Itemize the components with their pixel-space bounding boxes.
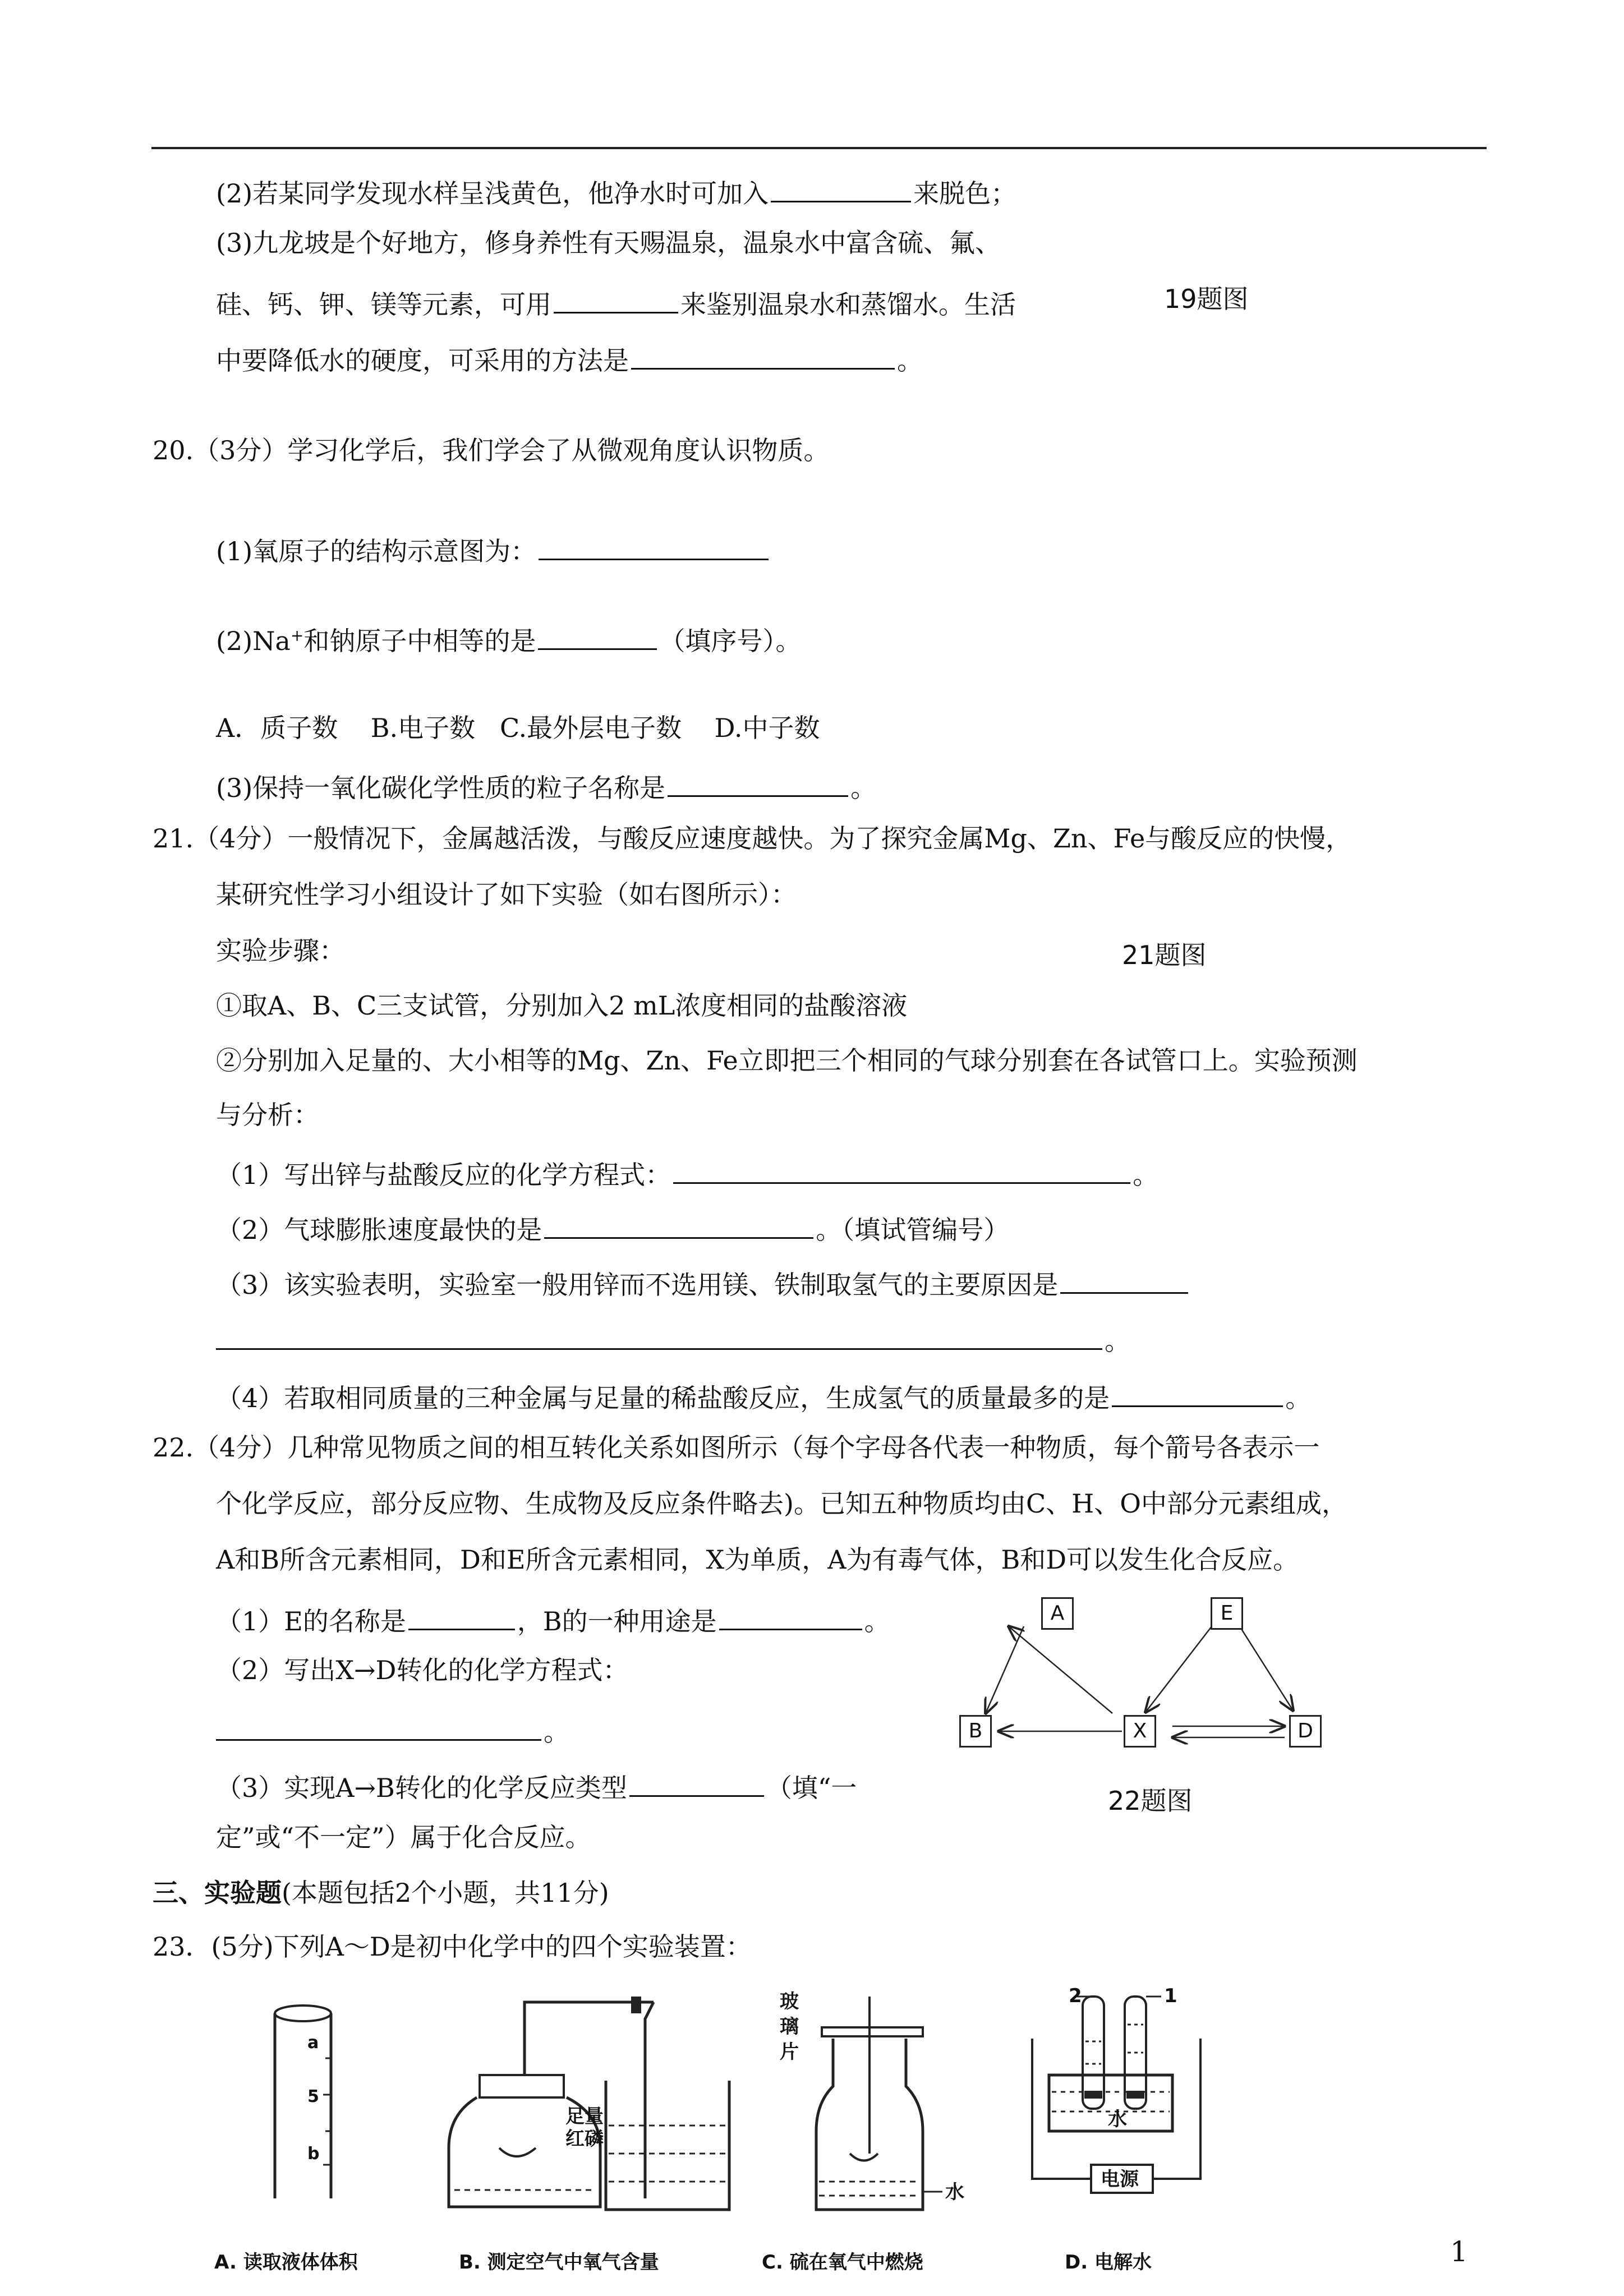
section3-heading (153, 1880, 609, 1906)
answer-blank[interactable] (539, 533, 769, 560)
c-text-3: 片 (780, 2041, 799, 2063)
q21-s2: ②分别加入足量的、大小相等的Mg、Zn、Fe立即把三个相同的气球分别套在各试管口上。实验预测 (216, 1045, 1358, 1076)
q21-1-text: （1）写出锌与盐酸反应的化学方程式： (216, 1160, 671, 1190)
q22-stem-c: A和B所含元素相同，D和E所含元素相同，X为单质，A为有毒气体，B和D可以发生化合反应。 (216, 1545, 1299, 1575)
q21-stem-b: 某研究性学习小组设计了如下实验（如右图所示）： (216, 879, 797, 910)
fig21-caption: 21题图 (1122, 940, 1207, 970)
q22-1-text-b: ，B的一种用途是 (517, 1606, 717, 1636)
q21-2-text: （2）气球膨胀速度最快的是 (216, 1215, 542, 1245)
fig22-caption: 22题图 (1108, 1786, 1193, 1816)
q19-line3d (216, 342, 923, 374)
q22-2-end: 。 (544, 1717, 569, 1747)
c-water: 水 (945, 2181, 964, 2203)
c-text-1: 玻 (780, 1990, 799, 2013)
q20-3-text: (3)保持一氧化碳化学性质的粒子名称是 (216, 773, 666, 803)
q20-2 (216, 623, 801, 654)
q22-stem: 22.（4分）几种常见物质之间的相互转化关系如图所示（每个字母各代表一种物质，每个箭号各表示一 (153, 1432, 1320, 1463)
reaction-diagram (954, 1593, 1335, 1761)
apparatus-figure (213, 1985, 1313, 2288)
q21-2-end: 。（填试管编号） (816, 1215, 1010, 1245)
answer-blank[interactable] (629, 1769, 764, 1797)
q22-1-end: 。 (864, 1606, 890, 1636)
q22-stem-b: 个化学反应，部分反应物、生成物及反应条件略去)。已知五种物质均由C、H、O中部分元素组成， (216, 1488, 1347, 1519)
q20-2-text: 和钠原子中相等的是 (303, 626, 536, 656)
node-e: E (1211, 1597, 1243, 1630)
tick-5: 5 (307, 2087, 319, 2106)
fig19-caption: 19题图 (1164, 284, 1249, 314)
q22-3-text: （3）实现A→B转化的化学反应类型 (216, 1773, 627, 1803)
q21-1-end: 。 (1133, 1160, 1159, 1190)
q20-2-sup: + (290, 626, 304, 645)
q22-2: （2）写出X→D转化的化学方程式： (216, 1655, 629, 1685)
q21-3 (216, 1266, 1190, 1298)
section3-note: (本题包括2个小题，共11分) (282, 1878, 609, 1908)
c-text-2: 璃 (780, 2016, 799, 2038)
node-x: X (1124, 1715, 1156, 1748)
answer-blank[interactable] (668, 769, 848, 797)
answer-blank[interactable] (544, 1211, 813, 1239)
d-n1: 1 (1164, 1985, 1177, 2007)
apparatus-b (449, 1997, 729, 2274)
q22-1 (216, 1603, 890, 1634)
caption-c: C. 硫在氧气中燃烧 (762, 2251, 923, 2274)
b-text-2: 红磷 (565, 2128, 604, 2150)
answer-blank[interactable] (538, 623, 657, 650)
q20-1-text: (1)氧原子的结构示意图为： (216, 536, 537, 566)
caption-a: A. 读取液体体积 (214, 2251, 358, 2274)
caption-b: B. 测定空气中氧气含量 (459, 2251, 659, 2274)
d-power: 电源 (1101, 2168, 1139, 2191)
apparatus-c (762, 1990, 964, 2274)
tick-b: b (307, 2144, 320, 2164)
caption-d: D. 电解水 (1065, 2251, 1152, 2274)
tick-a: a (307, 2033, 319, 2053)
answer-blank[interactable] (216, 1322, 1102, 1350)
q21-4-end: 。 (1285, 1383, 1312, 1413)
q22-3 (216, 1769, 857, 1801)
page-number: 1 (1450, 2235, 1468, 2268)
answer-blank[interactable] (408, 1603, 515, 1630)
q21-4 (216, 1380, 1311, 1411)
q19-3e-text: 。 (897, 345, 923, 376)
apparatus-a (214, 2005, 358, 2274)
q19-2-text: (2)若某同学发现水样呈浅黄色，他净水时可加入 (216, 178, 769, 209)
answer-blank[interactable] (1060, 1266, 1188, 1294)
q20-3-end: 。 (850, 773, 877, 803)
answer-blank[interactable] (554, 286, 678, 313)
q20-3 (216, 769, 876, 801)
node-a: A (1041, 1597, 1074, 1630)
q21-s1: ①取A、B、C三支试管，分别加入2 mL浓度相同的盐酸溶液 (216, 990, 908, 1021)
q19-line3: (3)九龙坡是个好地方，修身养性有天赐温泉，温泉水中富含硫、氟、 (216, 228, 1001, 258)
q22-2-cont (216, 1713, 569, 1745)
section3-title: 三、实验题 (153, 1878, 282, 1908)
answer-blank[interactable] (673, 1156, 1130, 1184)
b-text-1: 足量 (565, 2105, 604, 2128)
q20-2-end: （填序号）。 (659, 626, 802, 656)
q21-steps: 实验步骤： (216, 935, 345, 966)
apparatus-d (1032, 1985, 1200, 2274)
q20-options: A．质子数 B.电子数 C.最外层电子数 D.中子数 (216, 713, 820, 743)
q21-3-cont (216, 1322, 1130, 1354)
answer-blank[interactable] (1112, 1380, 1283, 1407)
q21-3-end: 。 (1105, 1326, 1130, 1356)
q19-2-end: 来脱色； (913, 178, 1017, 209)
q19-line2 (216, 175, 1017, 209)
q19-line3b (216, 286, 1016, 320)
d-water: 水 (1108, 2108, 1127, 2131)
q20-stem: 20.（3分）学习化学后，我们学会了从微观角度认识物质。 (153, 435, 830, 465)
q21-4-text: （4）若取相同质量的三种金属与足量的稀盐酸反应，生成氢气的质量最多的是 (216, 1383, 1110, 1413)
header-rule (151, 147, 1487, 149)
q23-stem: 23．(5分)下列A～D是初中化学中的四个实验装置： (153, 1931, 752, 1962)
q21-3-text: （3）该实验表明，实验室一般用锌而不选用镁、铁制取氢气的主要原因是 (216, 1270, 1059, 1300)
node-d: D (1289, 1715, 1322, 1748)
q22-3-text-b: （填“一 (766, 1773, 857, 1803)
answer-blank[interactable] (216, 1713, 541, 1741)
answer-blank[interactable] (631, 342, 895, 370)
q19-3d-text: 中要降低水的硬度，可采用的方法是 (216, 345, 629, 376)
q19-3b-text: 硅、钙、钾、镁等元素，可用 (216, 289, 551, 320)
q19-3c-text: 来鉴别温泉水和蒸馏水。生活 (680, 289, 1016, 320)
answer-blank[interactable] (771, 175, 911, 202)
answer-blank[interactable] (719, 1603, 862, 1630)
q20-1 (216, 533, 771, 564)
q21-2 (216, 1211, 1009, 1243)
d-n2: 2 (1069, 1985, 1082, 2007)
q21-s2b: 与分析： (216, 1100, 319, 1130)
q22-3-cont: 定”或“不一定”）属于化合反应。 (216, 1822, 591, 1852)
q22-1-text: （1）E的名称是 (216, 1606, 406, 1636)
q20-2-na: (2)Na (216, 626, 291, 656)
node-b: B (959, 1715, 992, 1748)
q21-1 (216, 1156, 1158, 1188)
q21-stem: 21.（4分）一般情况下，金属越活泼，与酸反应速度越快。为了探究金属Mg、Zn、Fe与酸反应的快慢， (153, 823, 1352, 854)
